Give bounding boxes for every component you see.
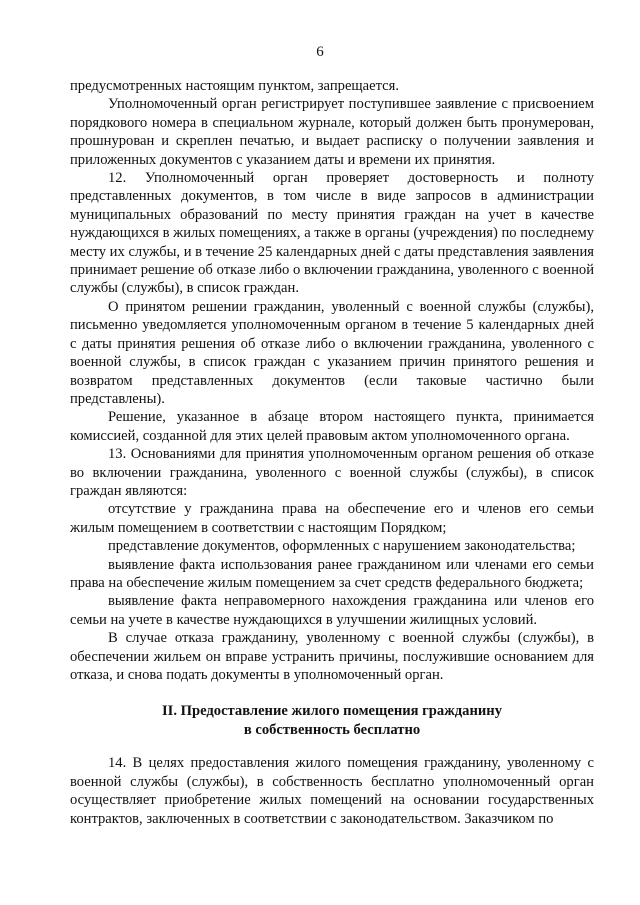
paragraph-reason-4: выявление факта неправомерного нахождения гражданина или членов его семьи на учете в качестве нуждающихся в улучшении жилищных условий. xyxy=(70,593,594,628)
document-body xyxy=(70,77,594,828)
section-heading xyxy=(70,702,594,740)
paragraph-item-12: 12. Уполномоченный орган проверяет достоверность и полноту представленных документов, в том числе в виде запросов в администрации муниципальных образований по месту принятия граждан на учет в качестве нуждающихся в жилых помещениях, а также в органы (учреждения) по последнему месту их службы, и в течение 25 календарных дней с даты представления заявления принимает решение об отказе либо о включении гражданина, уволенного с военной службы (службы), в список граждан. xyxy=(70,170,594,297)
paragraph-registration: Уполномоченный орган регистрирует поступившее заявление с присвоением порядкового номера в специальном журнале, который должен быть пронумерован, прошнурован и скреплен печатью, и выдает расписку о получении заявления и приложенных документов с указанием даты и времени их принятия. xyxy=(70,96,594,168)
paragraph-reason-2: представление документов, оформленных с нарушением законодательства; xyxy=(108,538,576,555)
paragraph-reason-1: отсутствие у гражданина права на обеспечение его и членов его семьи жилым помещением в соответствии с настоящим Порядком; xyxy=(70,501,594,536)
paragraph-item-14: 14. В целях предоставления жилого помещения гражданину, уволенному с военной службы (службы), в собственность бесплатно уполномоченный орган осуществляет приобретение жилых помещений на основании государственных контрактов, заключенных в соответствии с законодательством. Заказчиком по xyxy=(70,755,594,827)
section-heading-line-1: II. Предоставление жилого помещения гражданину xyxy=(161,703,503,720)
paragraph-refusal: В случае отказа гражданину, уволенному с военной службы (службы), в обеспечении жильем он вправе устранить причины, послужившие основанием для отказа, и снова подать документы в уполномоченный орган. xyxy=(70,630,594,683)
paragraph-commission: Решение, указанное в абзаце втором настоящего пункта, принимается комиссией, созданной для этих целей правовым актом уполномоченного органа. xyxy=(70,409,594,444)
paragraph-item-13: 13. Основаниями для принятия уполномоченным органом решения об отказе во включении гражданина, уволенного с военной службы (службы), в список граждан являются: xyxy=(70,446,594,499)
paragraph-continuation: предусмотренных настоящим пунктом, запрещается. xyxy=(70,78,400,94)
paragraph-notification: О принятом решении гражданин, уволенный с военной службы (службы), письменно уведомляется уполномоченным органом в течение 5 календарных дней с даты принятия решения об отказе либо о включении гражданина, уволенного с военной службы, в список граждан с указанием причин принятого решения и возвратом представленных документов (если таковые частично были представлены). xyxy=(70,298,594,407)
paragraph-reason-3: выявление факта использования ранее гражданином или членами его семьи права на обеспечение жилым помещением за счет средств федерального бюджета; xyxy=(70,556,594,591)
page-number: 6 xyxy=(316,44,324,60)
section-heading-line-2: в собственность бесплатно xyxy=(243,722,421,739)
